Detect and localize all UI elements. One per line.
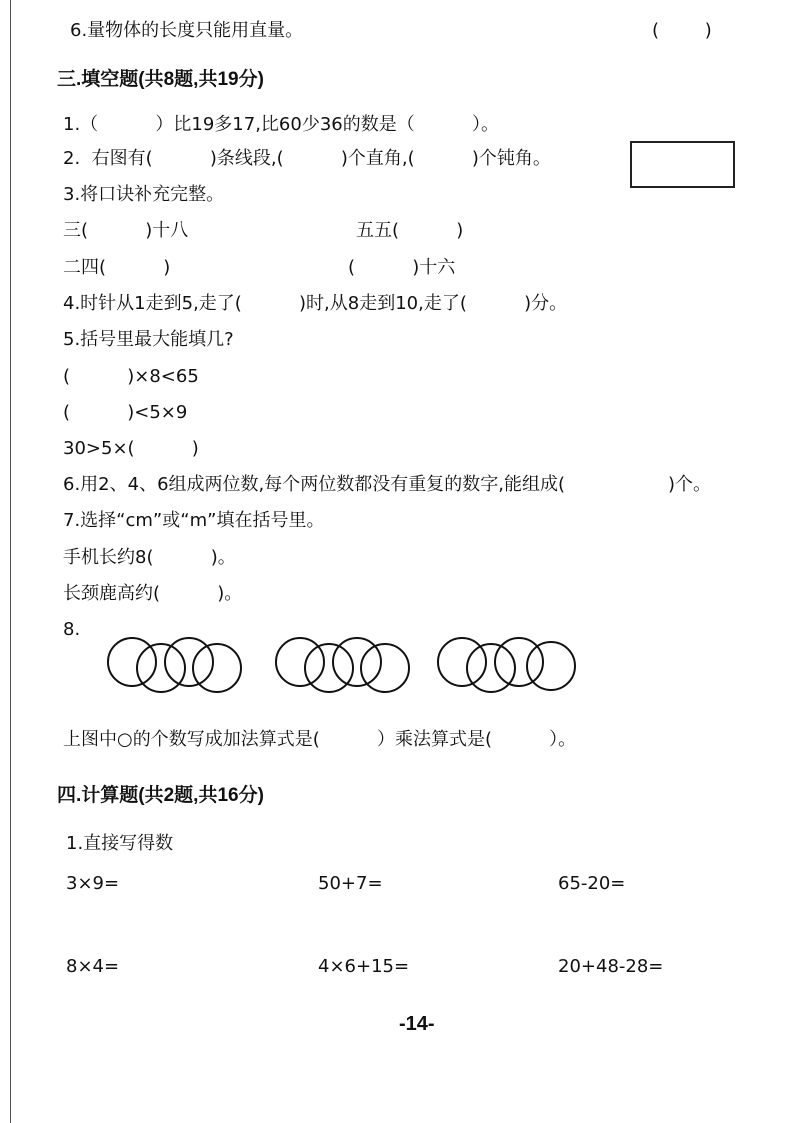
s3-q7-item-1: 手机长约8( )。 [63, 547, 236, 568]
q6-prev-text: 6.量物体的长度只能用直量。 [70, 20, 304, 41]
s3-q3-item-3: 二四( ) [63, 257, 171, 278]
q6-prev-paren: ( ) [652, 20, 712, 41]
s3-q6: 6.用2、4、6组成两位数,每个两位数都没有重复的数字,能组成( )个。 [63, 474, 712, 495]
page-number: -14- [399, 1013, 435, 1035]
circle-group-2 [276, 638, 409, 692]
rectangle-figure [630, 141, 735, 188]
calc-2-2: 4×6+15= [318, 956, 410, 977]
s3-q4: 4.时针从1走到5,走了( )时,从8走到10,走了( )分。 [63, 293, 568, 314]
circle [193, 644, 241, 692]
circle [361, 644, 409, 692]
margin-line [10, 0, 11, 1123]
s3-q2: 2. 右图有( )条线段,( )个直角,( )个钝角。 [63, 148, 551, 169]
circle [438, 638, 486, 686]
circle-group-1 [108, 638, 241, 692]
circle [137, 644, 185, 692]
circle [305, 644, 353, 692]
s3-q5-item-2: ( )<5×9 [63, 402, 188, 423]
s3-q5-item-3: 30>5×( ) [63, 438, 199, 459]
s3-q3-item-1: 三( )十八 [63, 220, 189, 241]
circle [495, 638, 543, 686]
calc-1-3: 65-20= [558, 873, 626, 894]
s3-q3-item-2: 五五( ) [356, 220, 464, 241]
circle [527, 642, 575, 690]
circle [276, 638, 324, 686]
s3-q7: 7.选择“cm”或“m”填在括号里。 [63, 510, 325, 531]
circle [333, 638, 381, 686]
section4-title: 四.计算题(共2题,共16分) [57, 785, 264, 806]
s4-q1: 1.直接写得数 [66, 833, 174, 854]
calc-1-2: 50+7= [318, 873, 383, 894]
circle-groups-figure [100, 630, 590, 700]
calc-2-3: 20+48-28= [558, 956, 664, 977]
s3-q3-item-4: ( )十六 [348, 257, 456, 278]
circle [467, 644, 515, 692]
s3-q1: 1.（ ）比19多17,比60少36的数是（ ）。 [63, 114, 499, 135]
s3-q3: 3.将口诀补充完整。 [63, 184, 225, 205]
s3-q5: 5.括号里最大能填几? [63, 329, 234, 350]
s3-q8-text: 上图中○的个数写成加法算式是( ）乘法算式是( ）。 [63, 729, 577, 750]
circle-group-3 [438, 638, 575, 692]
s3-q5-item-1: ( )×8<65 [63, 366, 199, 387]
circle [165, 638, 213, 686]
s3-q7-item-2: 长颈鹿高约( )。 [63, 583, 243, 604]
s3-q8-label: 8. [63, 619, 81, 640]
section3-title: 三.填空题(共8题,共19分) [57, 69, 264, 90]
calc-2-1: 8×4= [66, 956, 120, 977]
calc-1-1: 3×9= [66, 873, 120, 894]
circle [108, 638, 156, 686]
